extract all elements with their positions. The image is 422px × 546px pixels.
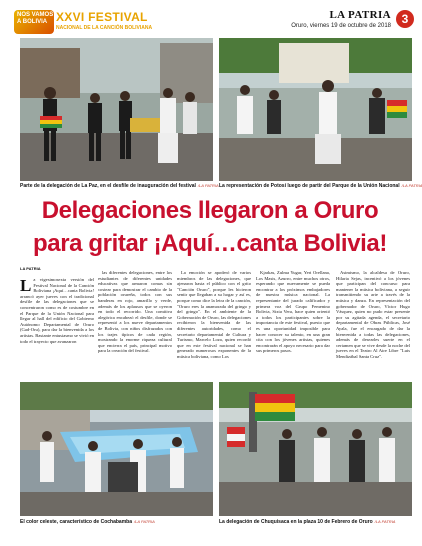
section-label: LA PATRIA (20, 266, 41, 271)
article-column-1 (20, 277, 94, 345)
page-header (0, 0, 420, 34)
photo-credit: /LA PATRIA (197, 183, 219, 188)
article-paragraph: las diferentes delegaciones, entre los estudiantes de diferentes unidades educativas que armaron comas sin costear para demostrar el cambio de la población orureña, todos con sus banderas en rojo, amarillo y verde, además de los aplausos que se oyeron en todo el recorrido. Una comitiva alegórica encabezó el desfile, donde se representó a los nueve departamentos de Bolivia, con niños disfrazados con los trajes típicos de cada región, mostrando la enorme riqueza cultural que encierra el país, principal motivo para la creación del festival. (98, 270, 172, 354)
headline-line-1: Delegaciones llegaron a Oruro (41, 197, 379, 224)
photo-potosi-delegation (219, 38, 412, 181)
page-number-badge: 3 (396, 10, 414, 28)
article-paragraph: La emoción se apoderó de varios miembros de las delegaciones, que ajenaron hasta el público con el grito "Canción Oruro", porque les hicieron sentir que llegaban a su hogar y así es, porque como dice la letra de la canción, "Oruro eres la anamorada del gringo y del gringo". En el ambiente de la Gobernación de Oruro, las delegaciones recibieron la bienvenida de las diferentes autoridades, como el secretario departamental de Cultura y Turismo, Marcelo Loza, quien recordó que en este festival nacional se han generado numerosos exponentes de la música boliviana, como Los (177, 270, 251, 359)
headline-line-2: para gritar ¡Aquí…canta Bolivia! (33, 230, 387, 257)
article-column-5 (336, 270, 410, 361)
photo-cochabamba-delegation (20, 382, 213, 516)
caption-text: La representación de Potosí luego de partir del Parque de la Unión Nacional (219, 183, 400, 189)
drop-cap: L (20, 276, 32, 295)
newspaper-name: LA PATRIA (329, 9, 391, 21)
photo-la-paz-delegation (20, 38, 213, 181)
photo-chuquisaca-delegation (219, 382, 412, 516)
article-column-3 (177, 270, 251, 361)
photo-caption-top-right (219, 183, 422, 189)
photo-caption-bottom-left (20, 519, 155, 525)
festival-subtitle: NACIONAL DE LA CANCIÓN BOLIVIANA (56, 25, 153, 31)
photo-caption-bottom-right (219, 519, 395, 525)
festival-title: XXVI FESTIVAL (56, 10, 148, 24)
photo-caption-top-left (20, 183, 219, 189)
photo-credit: /LA PATRIA (374, 519, 396, 524)
caption-text: La delegación de Chuquisaca en la plaza 10 de Febrero de Oruro (219, 519, 373, 525)
caption-text: El color celeste, característico de Cochabamba (20, 519, 132, 525)
article-column-4 (256, 270, 330, 355)
caption-text: Parte de la delegación de La Paz, en el desfile de inauguración del festival (20, 183, 196, 189)
photo-credit: /LA PATRIA (401, 183, 422, 188)
article-paragraph: Kjarkas, Zulma Yugar, Yeri Orellana, Los Masis, Azurro, entre muchos otros, esperando que nuevamente se pueda encontrar a los próximos embajadores de nuestra música nacional. La representante del jurado calificador y primera voz del Grupo Femenino Bolivia, Sixta Vera, hace quien orientó a todos los participantes sobre la importancia de este festival, puesto que es una oportunidad imposible para hacer conocer su talento, en una gran cita con los jóvenes artistas, quienes encontrarán el apoyo necesario para dar sus primeros pasos. (256, 270, 330, 354)
festival-logo (14, 10, 54, 34)
date-line: Oruro, viernes 19 de octubre de 2018 (291, 23, 391, 29)
festival-logo-text: NOS VAMOS A BOLIVIA (17, 12, 54, 25)
article-column-2 (98, 270, 172, 355)
article-paragraph: a vigesimosexta versión del Festival Nacional de la Canción Boliviana ¡Aquí…canta Bolivia! arrancó ayer jueves con el tradicional desfile de las delegaciones que se concentraron como es de costumbre en el Parque de la Unión Nacional para llegar al hall del edificio del Gobierno Autónomo Departamental de Oruro (Gad-Oru), para dar la bienvenida a los artistas. Bastante entusiasmo se vivió en todo el trayecto que avanzaron (20, 277, 94, 344)
photo-credit: /LA PATRIA (134, 519, 155, 524)
article-paragraph: Asimismo, la alcaldesa de Oruro, Hilaria Sejas, incentivó a los jóvenes que participan del concurso para mantener la música boliviana, a seguir transmitiendo su arte a través de la música y danza. En representación del gobernador de Oruro, Víctor Hugo Vásquez, quien no pudo estar presente por su agitada agenda, el secretario departamental de Obras Públicas, José Ayala, fue el encargado de dar la bienvenida a todas las delegaciones, además de desearles suerte en el certamen que se vive desde la noche del jueves en el Teatro Al Aire Libre "Luis Mendizábal Santa Cruz". (336, 270, 410, 359)
